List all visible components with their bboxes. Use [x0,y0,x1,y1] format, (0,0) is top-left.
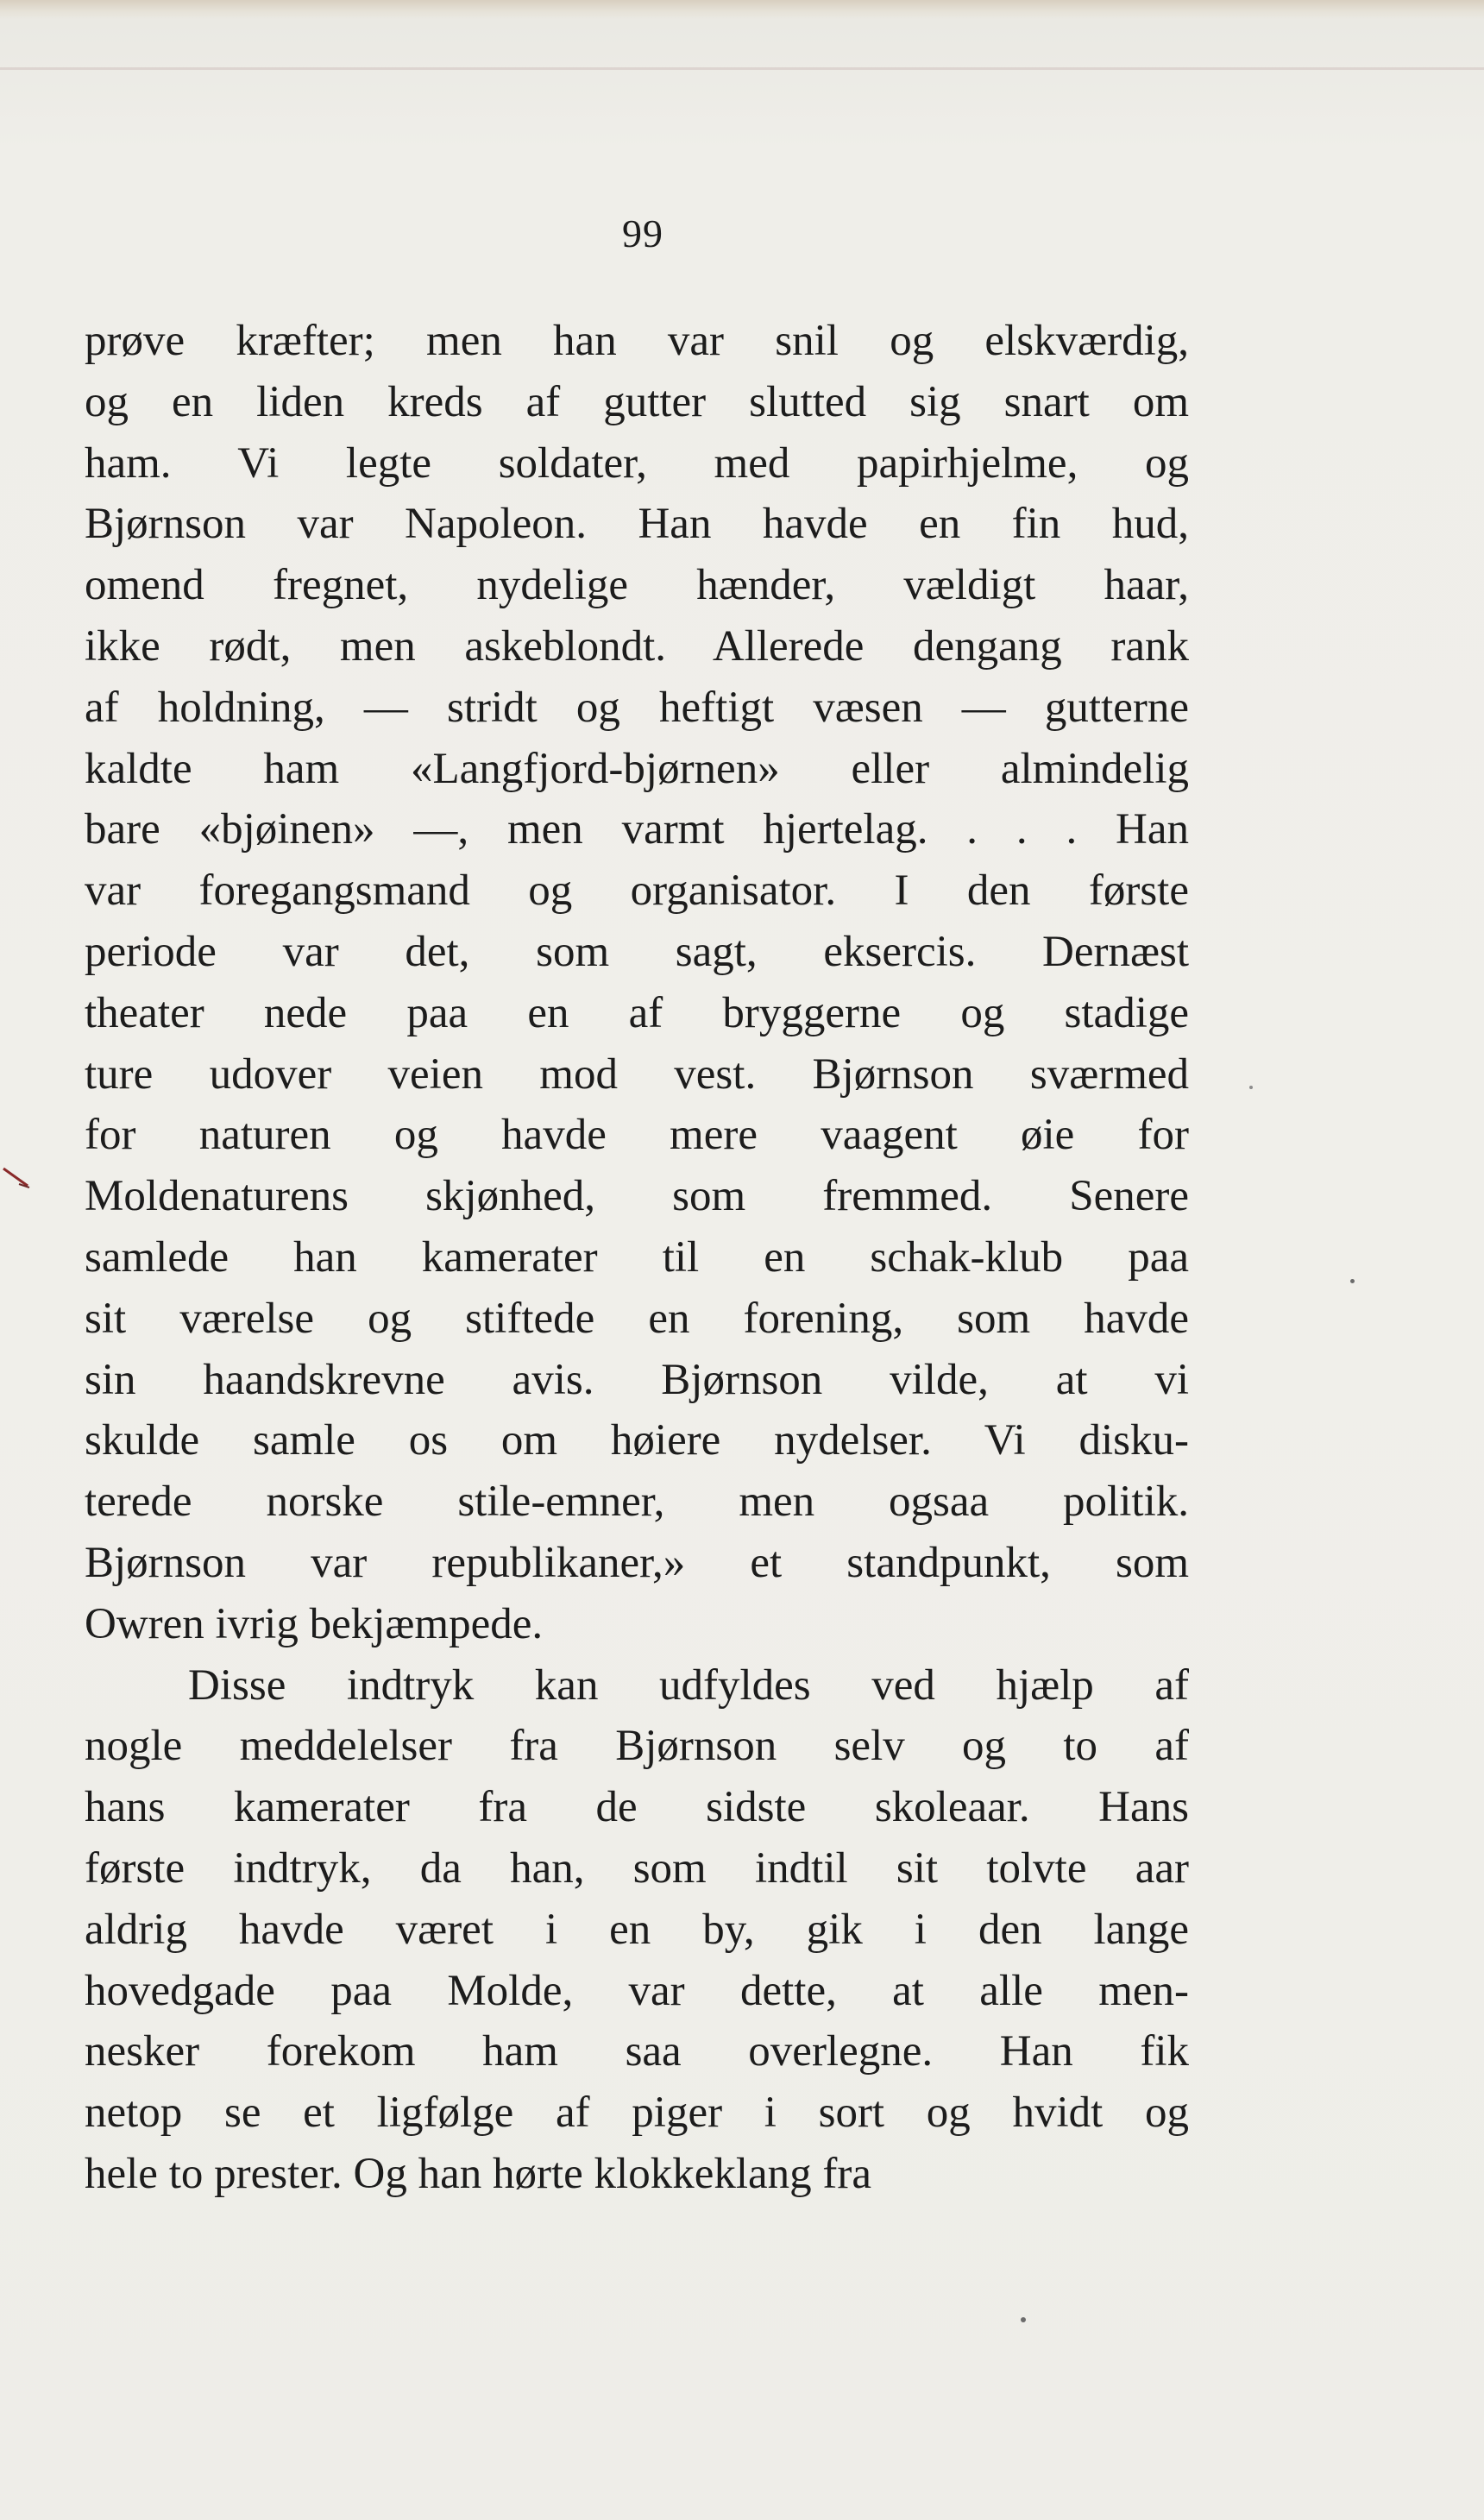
text-line: Bjørnson var republikaner,» et standpunkt, som [85,1538,1189,1587]
text-line: Disse indtryk kan udfyldes ved hjælp af [188,1660,1189,1710]
text-line: nogle meddelelser fra Bjørnson selv og to af [85,1722,1189,1771]
text-line: Moldenaturens skjønhed, som fremmed. Senere [85,1172,1189,1221]
text-line: hovedgade paa Molde, var dette, at alle men- [85,1966,1189,2015]
text-line: ikke rødt, men askeblondt. Allerede dengang rank [85,621,1189,671]
page-top-edge [0,0,1484,19]
text-line: omend fregnet, nydelige hænder, vældigt haar, [85,561,1189,610]
text-line: sin haandskrevne avis. Bjørnson vilde, at vi [85,1355,1189,1404]
text-line: nesker forekom ham saa overlegne. Han fik [85,2027,1189,2076]
text-line: bare «bjøinen» —, men varmt hjertelag. . . . Han [85,805,1189,854]
text-line: ham. Vi legte soldater, med papirhjelme, og [85,438,1189,488]
paragraph [85,311,1189,1655]
paper-speck [1021,2317,1026,2322]
paper-speck [1249,1086,1253,1089]
text-line: og en liden kreds af gutter slutted sig snart om [85,377,1189,426]
page-number: 99 [622,211,663,255]
text-line: sit værelse og stiftede en forening, som havde [85,1294,1189,1343]
text-line: skulde samle os om høiere nydelser. Vi disku- [85,1416,1189,1465]
paper-speck [1350,1279,1355,1283]
text-line: Owren ivrig bekjæmpede. [85,1599,544,1648]
scan-artifact-line [0,67,1484,70]
text-line: for naturen og havde mere vaagent øie for [85,1111,1189,1160]
text-line: var foregangsmand og organisator. I den første [85,866,1189,916]
text-line: hans kamerater fra de sidste skoleaar. Hans [85,1783,1189,1832]
text-line: ture udover veien mod vest. Bjørnson sværmed [85,1049,1189,1099]
text-line: aldrig havde været i en by, gik i den lange [85,1905,1189,1954]
text-line: periode var det, som sagt, eksercis. Dernæst [85,927,1189,976]
text-line: netop se et ligfølge af piger i sort og hvidt og [85,2088,1189,2138]
text-line: Bjørnson var Napoleon. Han havde en fin hud, [85,500,1189,549]
text-line: theater nede paa en af bryggerne og stadige [85,988,1189,1037]
margin-tick-mark [2,1165,33,1191]
text-line: kaldte ham «Langfjord-bjørnen» eller almindelig [85,744,1189,793]
text-line: terede norske stile-emner, men ogsaa politik. [85,1477,1189,1527]
text-line: af holdning, — stridt og heftigt væsen — gutterne [85,683,1189,732]
text-line: prøve kræfter; men han var snil og elskværdig, [85,317,1189,365]
body-text [85,311,1189,2205]
text-line: samlede han kamerater til en schak-klub paa [85,1232,1189,1282]
paragraph [85,1655,1189,2205]
text-line: første indtryk, da han, som indtil sit tolvte aar [85,1843,1189,1893]
text-line: hele to prester. Og han hørte klokkeklang fra [85,2149,872,2198]
